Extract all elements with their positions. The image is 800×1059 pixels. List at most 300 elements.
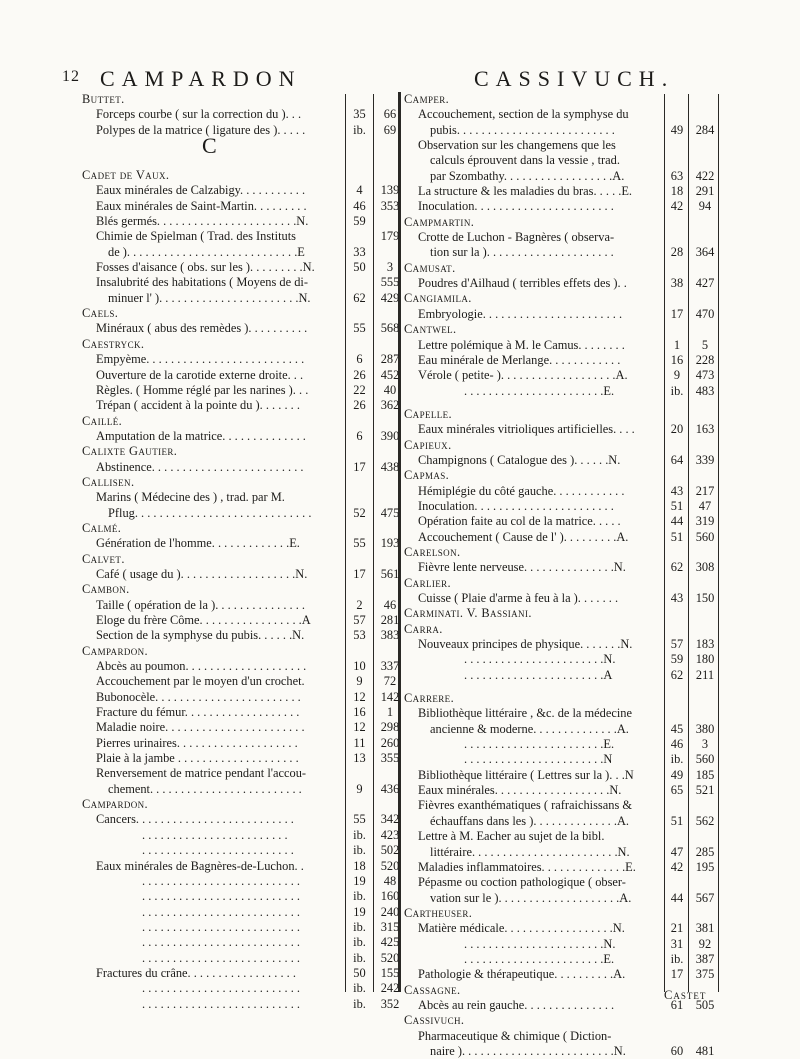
index-entry xyxy=(82,275,400,290)
index-entry xyxy=(404,937,716,952)
volume-number: 46 xyxy=(353,198,366,213)
entry-text: échauffans dans les ). . . . . . . . . . . . . .A. xyxy=(430,813,630,828)
entry-text: Buttet. xyxy=(82,92,125,106)
entry-text: Cambon. xyxy=(82,582,130,597)
spacer xyxy=(404,399,716,407)
entry-text: par Szombathy. . . . . . . . . . . . . . . . . .A. xyxy=(430,168,625,183)
index-entry xyxy=(404,276,716,291)
page-ref: 260 xyxy=(380,735,400,750)
entry-text: . . . . . . . . . . . . . . . . . . . . . . .A xyxy=(464,667,613,682)
entry-text: . . . . . . . . . . . . . . . . . . . . . . . . . . xyxy=(142,889,300,904)
volume-number: 9 xyxy=(356,674,363,689)
author-heading xyxy=(404,545,716,560)
entry-text: Campardon. xyxy=(82,797,149,812)
index-entry xyxy=(82,751,400,766)
index-entry xyxy=(404,591,716,606)
entry-text: Insalubrité des habitations ( Moyens de di- xyxy=(96,275,308,290)
volume-number: 62 xyxy=(670,560,684,575)
entry-text: Eau minérale de Merlange. . . . . . . . . . . . xyxy=(418,352,621,367)
entry-text: Section de la symphyse du pubis. . . . . .N. xyxy=(96,628,305,643)
page-ref: 160 xyxy=(380,889,400,904)
volume-number: 44 xyxy=(670,514,684,529)
entry-text: . . . . . . . . . . . . . . . . . . . . . . .N xyxy=(464,752,613,767)
entry-text: Lettre polémique à M. le Camus. . . . . . . . xyxy=(418,337,625,352)
index-entry xyxy=(404,783,716,798)
index-entry xyxy=(82,965,400,981)
index-entry xyxy=(82,659,400,674)
entry-text: . . . . . . . . . . . . . . . . . . . . . . . . . . xyxy=(142,981,300,996)
index-entry xyxy=(404,153,716,168)
author-heading xyxy=(82,92,392,107)
volume-number: 59 xyxy=(353,214,366,229)
volume-number: ib. xyxy=(670,752,684,767)
index-entry xyxy=(404,891,716,906)
entry-text: Embryologie. . . . . . . . . . . . . . . . . . . . . . . xyxy=(418,306,623,321)
index-entry xyxy=(82,398,400,413)
entry-text: Calmé. xyxy=(82,520,122,535)
volume-number: 47 xyxy=(670,844,684,859)
page-ref: 179 xyxy=(380,229,400,244)
volume-number: 9 xyxy=(356,781,363,796)
entry-text: Cantwel. xyxy=(404,322,457,337)
index-entry xyxy=(404,967,716,982)
volume-number: 43 xyxy=(670,591,684,605)
volume-number: 65 xyxy=(670,783,684,798)
entry-text: . . . . . . . . . . . . . . . . . . . . . . . . . . xyxy=(142,919,300,934)
catchword: Castet xyxy=(664,988,707,1002)
volume-number: 55 xyxy=(353,321,366,336)
index-entry xyxy=(82,904,400,920)
entry-text: Calvet. xyxy=(82,551,125,566)
entry-text: vation sur le ). . . . . . . . . . . . . . . . . . . .A. xyxy=(430,890,632,905)
index-entry xyxy=(404,484,716,499)
page-ref: 502 xyxy=(380,843,400,858)
page-ref: 352 xyxy=(380,996,400,1011)
volume-number: ib. xyxy=(670,383,684,398)
page-ref: 242 xyxy=(380,981,400,996)
page-ref: 560 xyxy=(695,752,715,767)
volume-number: 12 xyxy=(353,720,366,735)
volume-number: 55 xyxy=(353,812,366,827)
page-ref: 47 xyxy=(698,498,712,513)
author-heading xyxy=(404,906,716,921)
index-entry xyxy=(82,858,400,874)
volume-number: 49 xyxy=(670,767,684,782)
volume-number: ib. xyxy=(353,122,366,137)
author-heading xyxy=(404,407,716,422)
entry-text: Caillé. xyxy=(82,413,123,428)
entry-text: Fièvres exanthématiques ( rafraichissans & xyxy=(418,798,633,813)
page-ref: 139 xyxy=(380,183,400,198)
entry-text: Génération de l'homme. . . . . . . . . . . . .E. xyxy=(96,536,300,551)
page-ref: 5 xyxy=(701,337,709,352)
entry-text: Carrere. xyxy=(404,691,455,706)
index-entry xyxy=(82,260,392,275)
page-ref: 380 xyxy=(695,721,715,736)
page-ref: 3 xyxy=(386,260,394,275)
index-entry xyxy=(404,845,716,860)
index-entry xyxy=(404,453,716,468)
author-heading xyxy=(82,306,392,321)
entry-text: Accouchement, section de la symphyse du xyxy=(418,107,629,122)
index-entry xyxy=(404,814,716,829)
page-ref: 40 xyxy=(383,382,397,397)
volume-number: 19 xyxy=(353,873,366,888)
entry-text: Lettre à M. Eacher au sujet de la bibl. xyxy=(418,829,605,844)
entry-text: Capmas. xyxy=(404,468,450,483)
volume-number: 17 xyxy=(670,306,684,321)
page-ref: 483 xyxy=(695,383,715,398)
entry-text: Pépasme ou coction pathologique ( obser- xyxy=(418,875,626,890)
volume-number: 53 xyxy=(353,628,366,643)
author-heading xyxy=(404,215,716,230)
volume-number: 17 xyxy=(353,459,366,474)
volume-number: 13 xyxy=(353,751,366,766)
index-entry xyxy=(82,720,400,735)
volume-number: 49 xyxy=(670,122,684,137)
index-entry xyxy=(82,843,400,858)
volume-number: 4 xyxy=(356,183,363,198)
volume-number: 60 xyxy=(670,1043,684,1058)
entry-text: Inoculation. . . . . . . . . . . . . . . . . . . . . . . xyxy=(418,199,614,214)
page-ref: 422 xyxy=(695,168,715,183)
entry-text: Chimie de Spielman ( Trad. des Instituts xyxy=(96,229,296,244)
entry-text: Cancers. . . . . . . . . . . . . . . . . . . . . . . . . . xyxy=(96,812,294,827)
volume-number: 26 xyxy=(353,398,366,413)
index-entry xyxy=(82,935,400,950)
entry-text: . . . . . . . . . . . . . . . . . . . . . . .N. xyxy=(464,652,616,667)
page-ref: 362 xyxy=(380,398,400,413)
page-ref: 353 xyxy=(380,198,400,213)
index-entry xyxy=(404,499,716,514)
entry-text: pubis. . . . . . . . . . . . . . . . . . . . . . . . . . xyxy=(430,122,615,137)
entry-text: Observation sur les changemens que les xyxy=(418,138,616,153)
volume-number: 17 xyxy=(670,967,684,982)
index-entry xyxy=(404,338,716,353)
page-ref: 319 xyxy=(695,514,715,529)
entry-text: Eloge du frère Côme. . . . . . . . . . . . . . . . .A xyxy=(96,613,311,627)
entry-text: Matière médicale. . . . . . . . . . . . . . . . . .N. xyxy=(418,921,625,936)
page-ref: 438 xyxy=(380,459,400,474)
page-ref: 217 xyxy=(695,483,715,498)
volume-number: ib. xyxy=(670,951,684,966)
entry-text: minuer l' ). . . . . . . . . . . . . . . . . . . . . . .N. xyxy=(108,290,311,305)
author-heading xyxy=(404,322,716,337)
page-ref: 423 xyxy=(380,827,400,842)
index-entry xyxy=(82,766,392,781)
index-entry xyxy=(404,768,716,783)
volume-number: 50 xyxy=(353,260,366,275)
volume-number: 1 xyxy=(673,337,681,352)
entry-text: Blés germés. . . . . . . . . . . . . . . . . . . . . . .N. xyxy=(96,214,309,229)
index-entry xyxy=(404,230,716,245)
page-ref: 481 xyxy=(695,1043,715,1058)
page-ref: 364 xyxy=(695,245,715,260)
spacer xyxy=(404,683,716,691)
volume-number: 12 xyxy=(353,689,366,704)
entry-text: Pathologie & thérapeutique. . . . . . . . . .A. xyxy=(418,967,626,982)
volume-number: 51 xyxy=(670,498,684,513)
author-heading xyxy=(82,797,392,812)
left-column xyxy=(82,92,400,1012)
entry-text: Carlier. xyxy=(404,575,452,590)
entry-text: . . . . . . . . . . . . . . . . . . . . . . .N. xyxy=(464,936,616,951)
index-entry xyxy=(404,668,716,683)
volume-number: 17 xyxy=(353,566,366,581)
page-ref: 375 xyxy=(695,967,715,982)
index-entry xyxy=(82,873,397,889)
entry-text: ancienne & moderne. . . . . . . . . . . . . .A. xyxy=(430,721,629,736)
page-ref: 452 xyxy=(380,367,400,382)
volume-number: 10 xyxy=(353,659,366,674)
page-ref: 298 xyxy=(380,720,400,735)
page-ref: 315 xyxy=(380,919,400,934)
entry-text: naire ). . . . . . . . . . . . . . . . . . . . . . . . .N. xyxy=(430,1043,626,1058)
index-entry xyxy=(404,752,716,767)
index-entry xyxy=(82,214,392,229)
page-ref: 66 xyxy=(383,107,397,122)
entry-text: Nouveaux principes de physique. . . . . . .N. xyxy=(418,637,633,652)
index-entry xyxy=(404,875,716,890)
left-running-head: CAMPARDON xyxy=(100,66,302,91)
volume-number: 44 xyxy=(670,890,684,905)
index-entry xyxy=(82,950,400,966)
page-ref: 195 xyxy=(695,859,715,874)
author-heading xyxy=(82,444,392,459)
volume-number: 57 xyxy=(670,637,684,652)
index-entry xyxy=(82,996,400,1012)
volume-number: 31 xyxy=(670,936,684,951)
author-heading xyxy=(82,582,392,597)
volume-number: 20 xyxy=(670,422,684,437)
right-column xyxy=(404,92,716,1059)
index-entry xyxy=(404,921,716,936)
page-ref: 228 xyxy=(695,352,715,367)
volume-number: ib. xyxy=(353,950,366,965)
entry-text: Plaie à la jambe . . . . . . . . . . . . . . . . . . . . xyxy=(96,751,299,766)
entry-text: Eaux minérales vitrioliques artificielles. . . . xyxy=(418,422,635,437)
entry-text: Accouchement par le moyen d'un crochet. xyxy=(96,674,305,689)
entry-text: Camusat. xyxy=(404,260,456,275)
page-ref: 561 xyxy=(380,566,400,581)
index-entry xyxy=(82,674,397,689)
page-ref: 567 xyxy=(695,890,715,905)
page-ref: 387 xyxy=(695,951,715,966)
page-ref: 429 xyxy=(380,290,400,305)
author-heading xyxy=(404,606,716,621)
author-heading xyxy=(404,576,716,591)
volume-number: ib. xyxy=(353,981,366,996)
index-entry xyxy=(82,107,397,122)
entry-text: Amputation de la matrice. . . . . . . . . . . . . . xyxy=(96,428,306,443)
page-ref: 281 xyxy=(380,613,400,627)
index-entry xyxy=(82,689,400,705)
entry-text: Cassivuch. xyxy=(404,1013,465,1028)
entry-text: . . . . . . . . . . . . . . . . . . . . . . . . . . xyxy=(142,950,300,965)
entry-text: Carelson. xyxy=(404,544,461,559)
index-entry xyxy=(82,229,400,244)
volume-number: 61 xyxy=(670,997,684,1012)
volume-number: ib. xyxy=(353,843,366,858)
entry-text: . . . . . . . . . . . . . . . . . . . . . . . . xyxy=(142,827,288,842)
index-entry xyxy=(404,307,716,322)
volume-number: 63 xyxy=(670,168,684,183)
index-entry xyxy=(82,827,400,843)
volume-number: 46 xyxy=(670,737,684,752)
index-entry xyxy=(404,384,716,399)
index-entry xyxy=(404,1029,716,1044)
entry-text: Cangiamila. xyxy=(404,291,472,306)
index-entry xyxy=(82,198,400,214)
entry-text: Maladies inflammatoires. . . . . . . . . . . . . .E. xyxy=(418,859,636,874)
index-entry xyxy=(404,123,716,138)
index-entry xyxy=(404,138,716,153)
index-entry xyxy=(404,353,716,368)
entry-text: Fractures du crâne. . . . . . . . . . . . . . . . . . xyxy=(96,965,296,980)
volume-number: 57 xyxy=(353,613,366,627)
entry-text: . . . . . . . . . . . . . . . . . . . . . . .E. xyxy=(464,737,615,752)
index-entry xyxy=(82,705,392,720)
entry-text: Accouchement ( Cause de l' ). . . . . . . . .A. xyxy=(418,529,629,544)
author-heading xyxy=(404,691,716,706)
index-entry xyxy=(82,613,400,628)
page-ref: 337 xyxy=(380,659,400,674)
page-ref: 505 xyxy=(695,997,715,1012)
author-heading xyxy=(82,644,392,659)
entry-text: Fièvre lente nerveuse. . . . . . . . . . . . . . .N. xyxy=(418,560,626,575)
index-entry xyxy=(404,798,716,813)
volume-number: 9 xyxy=(673,368,681,383)
entry-text: Calixte Gautier. xyxy=(82,444,178,459)
volume-number: 38 xyxy=(670,276,684,291)
volume-number: 6 xyxy=(356,428,363,443)
entry-text: . . . . . . . . . . . . . . . . . . . . . . . . . . xyxy=(142,873,300,888)
volume-number: 21 xyxy=(670,921,684,936)
volume-number: 55 xyxy=(353,536,366,551)
author-heading xyxy=(82,552,392,567)
index-entry xyxy=(82,183,400,198)
page-ref: 72 xyxy=(383,674,397,689)
index-entry xyxy=(82,597,397,613)
page-ref: 436 xyxy=(380,781,400,796)
author-heading xyxy=(82,414,392,429)
page-ref: 92 xyxy=(698,936,712,951)
index-entry xyxy=(404,652,716,667)
page-ref: 285 xyxy=(695,844,715,859)
page-ref: 46 xyxy=(383,597,397,612)
entry-text: Eaux minérales. . . . . . . . . . . . . . . . . . .N. xyxy=(418,783,622,798)
entry-text: Abcès au poumon. . . . . . . . . . . . . . . . . . . . xyxy=(96,659,307,674)
index-entry xyxy=(82,812,400,827)
author-heading xyxy=(404,438,716,453)
page-ref: 142 xyxy=(380,689,400,704)
volume-number: 59 xyxy=(670,652,684,667)
page-ref: 3 xyxy=(701,737,709,752)
author-heading xyxy=(82,168,392,183)
volume-number: 2 xyxy=(356,597,363,612)
volume-number: 18 xyxy=(670,184,684,199)
page-ref: 183 xyxy=(695,637,715,652)
entry-text: Renversement de matrice pendant l'accou- xyxy=(96,766,307,781)
entry-text: Champignons ( Catalogue des ). . . . . .N. xyxy=(418,452,621,467)
entry-text: Cadet de Vaux. xyxy=(82,168,170,183)
section-letter xyxy=(82,133,392,168)
index-entry xyxy=(404,1044,716,1059)
entry-text: Vérole ( petite- ). . . . . . . . . . . . . . . . . . .A. xyxy=(418,368,628,383)
entry-text: Empyème. . . . . . . . . . . . . . . . . . . . . . . . . . xyxy=(96,352,305,367)
entry-text: Bibliothèque littéraire ( Lettres sur la ). . .N xyxy=(418,767,634,782)
author-heading xyxy=(404,622,716,637)
index-entry xyxy=(82,382,397,398)
index-entry xyxy=(404,637,716,652)
entry-text: Carra. xyxy=(404,621,443,636)
entry-text: . . . . . . . . . . . . . . . . . . . . . . . . . xyxy=(142,843,294,858)
volume-number: 62 xyxy=(670,667,684,682)
page-ref: 355 xyxy=(380,751,400,766)
index-entry xyxy=(404,368,716,383)
entry-text: Opération faite au col de la matrice. . . . . xyxy=(418,514,621,529)
page-ref: 473 xyxy=(695,368,715,383)
index-entry xyxy=(404,952,716,967)
index-entry xyxy=(404,169,716,184)
entry-text: Caels. xyxy=(82,306,119,321)
volume-number: 64 xyxy=(670,452,684,467)
entry-text: Poudres d'Ailhaud ( terribles effets des ). . xyxy=(418,276,627,291)
index-entry xyxy=(82,490,392,505)
volume-number: 19 xyxy=(353,904,366,919)
volume-number: 51 xyxy=(670,813,684,828)
entry-text: Règles. ( Homme réglé par les narines ). . . xyxy=(96,382,309,397)
volume-number: 42 xyxy=(670,199,684,214)
entry-text: Eaux minérales de Saint-Martin. . . . . . . . . xyxy=(96,198,307,213)
entry-text: . . . . . . . . . . . . . . . . . . . . . . .E. xyxy=(464,383,615,398)
author-heading xyxy=(404,261,716,276)
author-heading xyxy=(404,291,716,306)
entry-text: tion sur la ). . . . . . . . . . . . . . . . . . . . . xyxy=(430,245,614,260)
volume-number: 22 xyxy=(353,382,366,397)
page-ref: 308 xyxy=(695,560,715,575)
page-ref: 425 xyxy=(380,935,400,950)
entry-text: Pharmaceutique & chimique ( Diction- xyxy=(418,1028,612,1043)
page-ref: 94 xyxy=(698,199,712,214)
page-ref: 193 xyxy=(380,536,400,551)
entry-text: Trépan ( accident à la pointe du ). . . . . . . xyxy=(96,398,300,413)
entry-text: . . . . . . . . . . . . . . . . . . . . . . .E. xyxy=(464,951,615,966)
index-entry xyxy=(82,781,400,797)
entry-text: Campmartin. xyxy=(404,214,475,229)
entry-text: . . . . . . . . . . . . . . . . . . . . . . . . . . xyxy=(142,935,300,950)
index-entry xyxy=(404,530,716,545)
entry-text: Carminati. V. Bassiani. xyxy=(404,606,532,621)
index-entry xyxy=(404,107,716,122)
page-ref: 470 xyxy=(695,306,715,321)
author-heading xyxy=(404,92,716,107)
volume-number: 28 xyxy=(670,245,684,260)
entry-text: Cuisse ( Plaie d'arme à feu à la ). . . . . . . xyxy=(418,591,619,605)
volume-number: 45 xyxy=(670,721,684,736)
entry-text: Crotte de Luchon - Bagnères ( observa- xyxy=(418,230,615,245)
entry-text: Marins ( Médecine des ) , trad. par M. xyxy=(96,490,285,505)
page-ref: 390 xyxy=(380,428,400,443)
entry-text: littéraire. . . . . . . . . . . . . . . . . . . . . . . .N. xyxy=(430,844,630,859)
volume-number: 50 xyxy=(353,965,366,980)
entry-text: Maladie noire. . . . . . . . . . . . . . . . . . . . . . . xyxy=(96,720,305,735)
page-ref: 339 xyxy=(695,452,715,467)
volume-number: 43 xyxy=(670,483,684,498)
entry-text: Cassagne. xyxy=(404,982,461,997)
page-ref: 287 xyxy=(380,352,400,367)
index-entry xyxy=(404,184,716,199)
